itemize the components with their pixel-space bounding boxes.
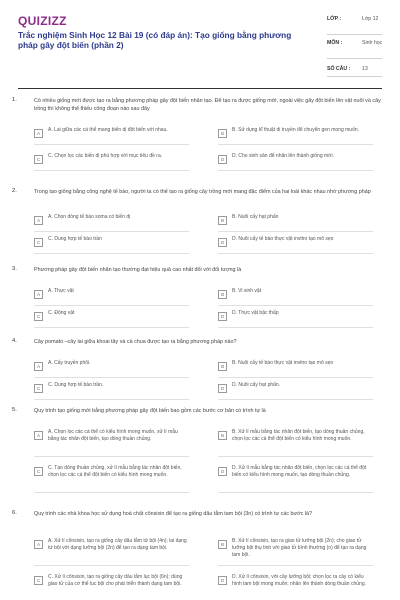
option-text: D. Nuôi cấy tế bào thực vật invitro tạo mô sẹo	[232, 236, 334, 242]
option-text: C. Động vật	[48, 310, 75, 316]
option-underline	[34, 305, 189, 306]
option-text: A. Lai giữa các cá thể mang biến dị đột biến với nhau.	[48, 127, 168, 133]
option-text: B. Xử lí cônsixin, tạo ra giao tử lưỡng bội (2n); cho giao tử lưỡng bội thụ tinh với giao tử bình thường (n) để tạo ra dạng tam bội.	[232, 538, 367, 558]
option-text: B. Nuôi cấy tế bào thực vật invitro tạo mô sẹo	[232, 360, 334, 366]
option-underline	[218, 305, 373, 306]
option-letter-box: B	[218, 216, 227, 225]
meta-subject-value: Sinh học	[362, 40, 383, 46]
header-divider	[18, 88, 382, 89]
meta-class-value: Lớp 12	[362, 16, 379, 22]
option-text: A. Thực vật	[48, 288, 74, 294]
option-letter-box: B	[218, 540, 227, 549]
option-underline	[218, 231, 373, 232]
quizizz-logo: QUIZIZZ	[18, 14, 67, 28]
option-text: C. Xử lí cônsixin, tạo ra giống cây dâu tằm lục bội (6n); dùng giao tử của cơ thể lục bội cho phát triển thành dạng tam bội.	[48, 574, 183, 587]
option-underline	[34, 399, 189, 400]
option-text: D. Cho sinh sản để nhân lên thành giống mới.	[232, 153, 334, 159]
meta-count-value: 13	[362, 66, 368, 72]
option-letter-box: D	[218, 238, 227, 247]
option-letter-box: A	[34, 216, 43, 225]
question-text: Cây pomato –cây lai giữa khoai tây và cà chua được tạo ra bằng phương pháp nào?	[34, 339, 237, 345]
question-text: Quy trình tạo giống mới bằng phương pháp gây đột biến bao gồm các bước cơ bản có trình tự là	[34, 408, 266, 414]
option-letter-box: D	[218, 312, 227, 321]
worksheet-header	[18, 14, 382, 76]
option-text: B. Vi sinh vật	[232, 288, 262, 294]
option-letter-box: C	[34, 155, 43, 164]
meta-divider	[327, 76, 382, 77]
option-letter-box: C	[34, 238, 43, 247]
option-underline	[34, 492, 189, 493]
option-letter-box: D	[218, 576, 227, 585]
option-letter-box: C	[34, 467, 43, 476]
option-underline	[34, 377, 189, 378]
option-text: B. Nuôi cấy hạt phấn	[232, 214, 279, 220]
option-underline	[34, 565, 189, 566]
question-number: 4.	[12, 338, 17, 344]
option-underline	[218, 170, 373, 171]
option-underline	[34, 253, 189, 254]
option-letter-box: B	[218, 431, 227, 440]
option-underline	[34, 456, 189, 457]
meta-divider	[327, 34, 382, 35]
option-letter-box: A	[34, 431, 43, 440]
option-text: C. Dung hợp tế bào trần	[48, 236, 102, 242]
question-number: 6.	[12, 510, 17, 516]
option-underline	[218, 565, 373, 566]
option-letter-box: D	[218, 467, 227, 476]
option-underline	[34, 231, 189, 232]
option-letter-box: D	[218, 384, 227, 393]
option-text: D. Xử lí mẫu bằng tác nhân đột biến, chọn lọc các cá thể đột biến có kiểu hình mong muốn, tạo dòng thuần chủng.	[232, 465, 367, 478]
option-text: B. Sử dụng kĩ thuật di truyền để chuyển gen mong muốn.	[232, 127, 360, 133]
option-text: D. Nuôi cấy hạt phấn.	[232, 382, 281, 388]
option-letter-box: D	[218, 155, 227, 164]
meta-divider	[327, 58, 382, 59]
meta-count-label: SỐ CÂU :	[327, 66, 351, 72]
question-text: Có nhiều giống mới được tạo ra bằng phương pháp gây đột biến nhân tạo. Để tạo ra được giống mới, ngoài việc gây đột biến lên vật nuôi và cây trồng thì không thể thiếu công đoạn nào sau đây	[34, 98, 381, 112]
option-letter-box: C	[34, 384, 43, 393]
option-underline	[218, 327, 373, 328]
option-letter-box: A	[34, 290, 43, 299]
option-text: A. Cấy truyền phôi.	[48, 360, 91, 366]
question-number: 1.	[12, 97, 17, 103]
option-underline	[218, 144, 373, 145]
option-underline	[34, 327, 189, 328]
option-letter-box: B	[218, 129, 227, 138]
option-letter-box: B	[218, 362, 227, 371]
option-letter-box: C	[34, 312, 43, 321]
option-text: B. Xử lí mẫu bằng tác nhân đột biến, tạo dòng thuần chủng, chọn lọc các cá thể đột biến có kiểu hình mong muốn.	[232, 429, 365, 442]
option-underline	[218, 253, 373, 254]
option-underline	[218, 492, 373, 493]
option-letter-box: A	[34, 129, 43, 138]
option-underline	[218, 399, 373, 400]
option-text: A. Xử lí cônsixin, tạo ra giống cây dâu tằm tứ bội (4n); lai dạng tứ bội với dạng lưỡng bội (2n) để tạo ra dạng tam bội.	[48, 538, 187, 551]
option-underline	[218, 456, 373, 457]
option-underline	[218, 377, 373, 378]
option-letter-box: A	[34, 362, 43, 371]
option-text: A. Chọn lọc các cá thể có kiểu hình mong muốn, xử lí mẫu bằng tác nhân đột biến, tạo dòng thuần chủng.	[48, 429, 178, 442]
question-number: 2.	[12, 188, 17, 194]
option-letter-box: C	[34, 576, 43, 585]
question-number: 5.	[12, 407, 17, 413]
option-text: C. Tạo dòng thuần chủng, xử lí mẫu bằng tác nhân đột biến, chọn lọc các cá thể đột biến có kiểu hình mong muốn.	[48, 465, 182, 478]
option-underline	[34, 170, 189, 171]
meta-class-label: LỚP :	[327, 16, 342, 22]
option-letter-box: A	[34, 540, 43, 549]
question-text: Phương pháp gây đột biến nhân tạo thường đạt hiệu quả cao nhất đối với đối tượng là	[34, 267, 242, 273]
option-text: D. Xử lí cônsixin, với cây lưỡng bội; chọn lọc ra cây có kiểu hình tam bội mong muốn; nhân lên thành dòng thuần chủng.	[232, 574, 366, 587]
option-text: C. Dung hợp tế bào trần.	[48, 382, 104, 388]
meta-subject-label: MÔN :	[327, 40, 343, 46]
question-text: Quy trình các nhà khoa học sử dụng hoá chất cônsixin để tạo ra giống dâu tằm tam bội (3n) có trình tự các bước là?	[34, 511, 313, 517]
option-text: D. Thực vật bậc thấp	[232, 310, 279, 316]
option-underline	[34, 144, 189, 145]
question-text: Trong tạo giống bằng công nghệ tế bào, người ta có thể tạo ra giống cây trồng mới mang đặc điểm của hai loài khác nhau nhờ phương pháp	[34, 189, 371, 195]
option-text: C. Chọn lọc các biến dị phù hợp với mục tiêu đề ra.	[48, 153, 163, 159]
question-number: 3.	[12, 266, 17, 272]
option-text: A. Chọn dòng tế bào soma có biến dị	[48, 214, 131, 220]
worksheet-title: Trắc nghiệm Sinh Học 12 Bài 19 (có đáp án): Tạo giống bằng phương pháp gây đột biến (phần 2)	[18, 30, 292, 50]
option-letter-box: B	[218, 290, 227, 299]
